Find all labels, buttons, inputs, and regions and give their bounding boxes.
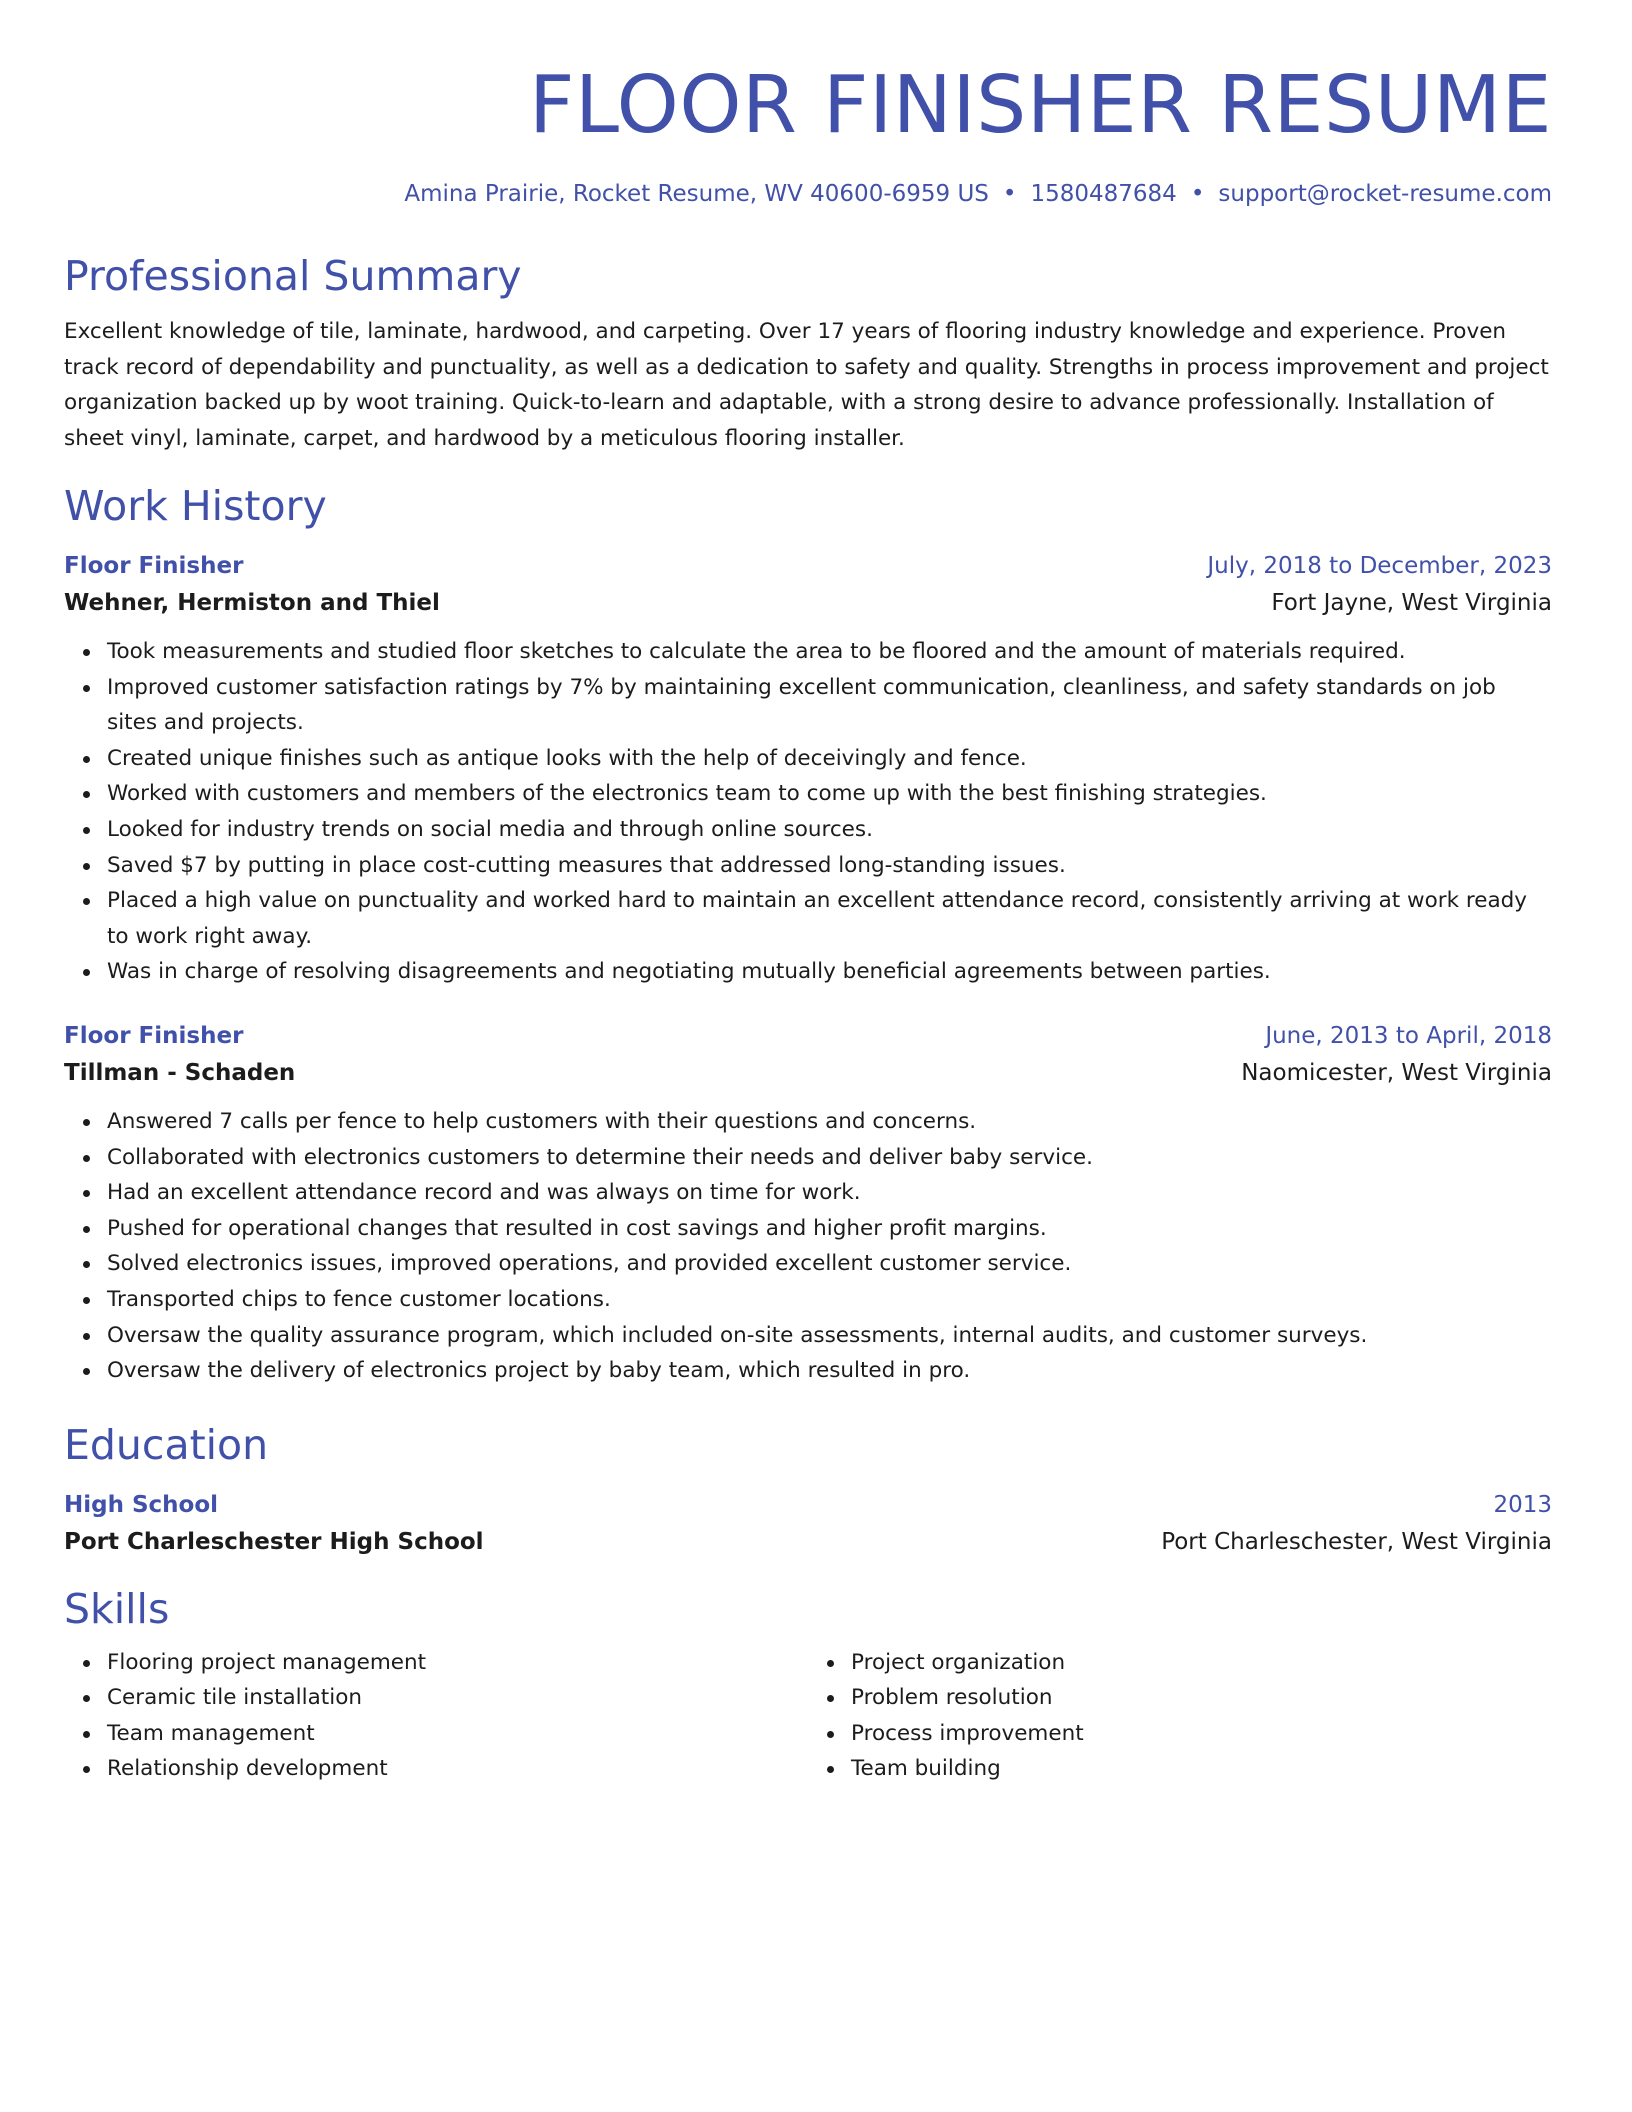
job-dates: June, 2013 to April, 2018 [1265,1022,1552,1049]
skill-item: Team building [851,1751,1552,1787]
education-header-row [64,1487,1552,1523]
job-bullet: Saved $7 by putting in place cost-cutting measures that addressed long-standing issues. [107,848,1552,884]
contact-line [64,178,1552,210]
job-bullet: Solved electronics issues, improved operations, and provided excellent customer service. [107,1246,1552,1282]
work-history-heading: Work History [64,482,327,530]
job-bullet: Collaborated with electronics customers to determine their needs and deliver baby service. [107,1140,1552,1176]
job-bullet: Transported chips to fence customer locations. [107,1282,1552,1318]
job-bullets [64,634,1552,990]
job-bullets [64,1104,1552,1389]
education-school: Port Charleschester High School [64,1528,484,1555]
job-dates: July, 2018 to December, 2023 [1207,553,1552,579]
skills-columns [64,1645,1552,1787]
job-bullet: Oversaw the delivery of electronics project by baby team, which resulted in pro. [107,1353,1552,1389]
job-bullet: Oversaw the quality assurance program, which included on-site assessments, internal audits, and customer surveys. [107,1318,1552,1354]
job-bullet: Created unique finishes such as antique looks with the help of deceivingly and fence. [107,741,1552,777]
summary-text: Excellent knowledge of tile, laminate, hardwood, and carpeting. Over 17 years of flooring industry knowledge and experience. Proven track record of dependability and punctuality, as well as a dedication to safety and quality. Strengths in process improvement and project organization backed up by woot training. Quick-to-learn and adaptable, with a strong desire to advance professionally. Installation of sheet vinyl, laminate, carpet, and hardwood by a meticulous flooring installer. [64,319,1549,451]
job-entry [64,548,1552,990]
resume-page [64,0,1552,1787]
job-bullet: Improved customer satisfaction ratings by 7% by maintaining excellent communication, cleanliness, and safety standards on job sites and projects. [107,670,1552,741]
education-heading: Education [64,1420,269,1469]
education-year: 2013 [1493,1491,1552,1518]
education-school-row [64,1523,1552,1561]
job-role: Floor Finisher [64,553,244,579]
skill-item: Ceramic tile installation [107,1680,808,1716]
job-bullet: Answered 7 calls per fence to help customers with their questions and concerns. [107,1104,1552,1140]
contact-email: support@rocket-resume.com [1218,181,1552,207]
job-header-row [64,1018,1552,1054]
job-bullet: Worked with customers and members of the electronics team to come up with the best finishing strategies. [107,776,1552,812]
contact-address: Amina Prairie, Rocket Resume, WV 40600-6959 US [404,181,989,207]
skills-list-right [808,1645,1552,1787]
job-company: Wehner, Hermiston and Thiel [64,590,440,616]
skill-item: Project organization [851,1645,1552,1681]
skills-heading: Skills [64,1584,170,1633]
job-bullet: Placed a high value on punctuality and worked hard to maintain an excellent attendance record, consistently arriving at work ready to work right away. [107,883,1552,954]
skill-item: Problem resolution [851,1680,1552,1716]
skill-item: Team management [107,1716,808,1752]
job-company-row [64,584,1552,622]
education-degree: High School [64,1491,219,1518]
job-bullet: Was in charge of resolving disagreements and negotiating mutually beneficial agreements between parties. [107,954,1552,990]
contact-separator: • [1190,181,1205,207]
skills-list-left [64,1645,808,1787]
job-location: Naomicester, West Virginia [1241,1059,1552,1086]
contact-separator: • [1002,181,1017,207]
job-bullet: Pushed for operational changes that resulted in cost savings and higher profit margins. [107,1211,1552,1247]
resume-title: FLOOR FINISHER RESUME [529,59,1552,151]
job-role: Floor Finisher [64,1022,244,1049]
job-bullet: Looked for industry trends on social media and through online sources. [107,812,1552,848]
job-company-row [64,1054,1552,1092]
job-entry [64,1018,1552,1389]
job-header-row [64,548,1552,584]
skill-item: Relationship development [107,1751,808,1787]
job-bullet: Took measurements and studied floor sketches to calculate the area to be floored and the amount of materials required. [107,634,1552,670]
job-location: Fort Jayne, West Virginia [1271,590,1552,616]
job-company: Tillman - Schaden [64,1059,296,1086]
skill-item: Flooring project management [107,1645,808,1681]
education-entry [64,1487,1552,1561]
contact-phone: 1580487684 [1030,181,1177,207]
summary-heading: Professional Summary [64,252,522,300]
education-location: Port Charleschester, West Virginia [1161,1528,1552,1555]
job-bullet: Had an excellent attendance record and was always on time for work. [107,1175,1552,1211]
skill-item: Process improvement [851,1716,1552,1752]
